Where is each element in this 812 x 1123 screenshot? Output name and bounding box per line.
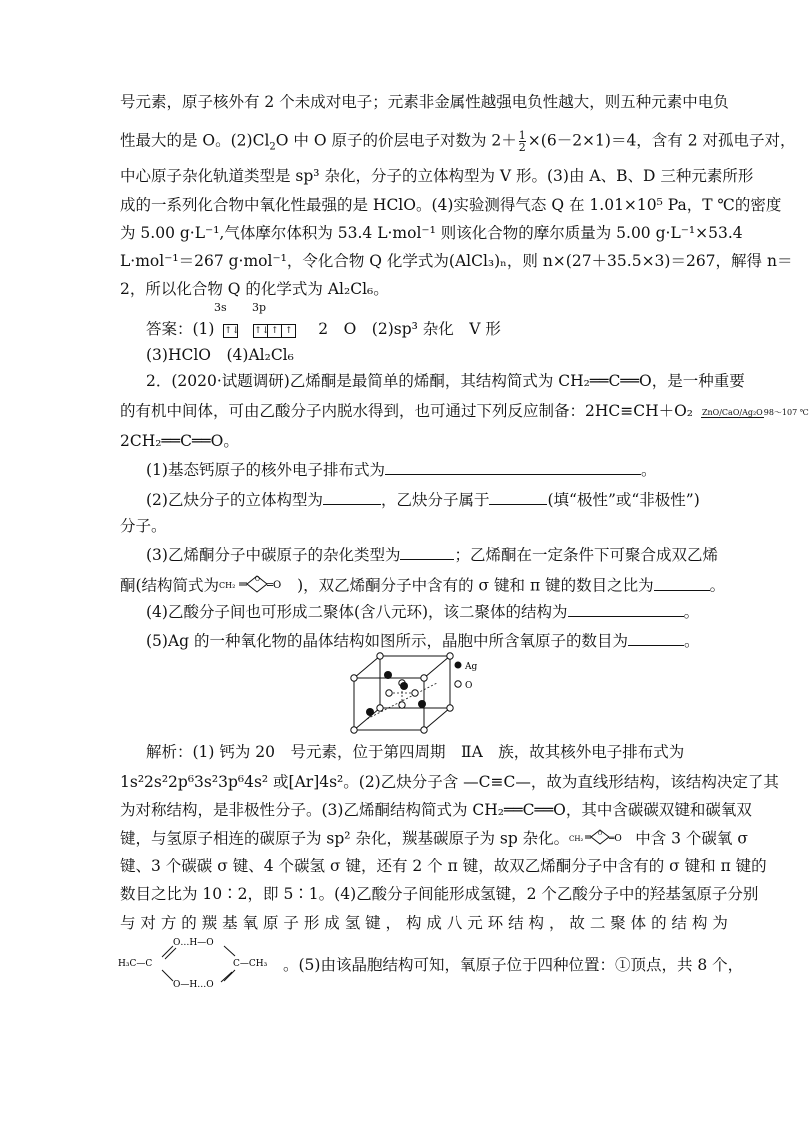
oxygen-atom — [377, 653, 383, 659]
answer1-label: 答案：(1) — [146, 320, 215, 338]
answer-blank[interactable] — [400, 545, 454, 560]
q2-sub1-text: (1)基态钙原子的核外电子排布式为 — [146, 461, 385, 479]
q2-sub4-text: (4)乙酸分子间也可形成二聚体(含八元环)，该二聚体的结构为 — [146, 603, 568, 621]
q2-line3: 2CH₂══C══O。 — [120, 432, 239, 450]
oxygen-atom — [412, 690, 418, 696]
q2-sub5-text: (5)Ag 的一种氧化物的晶体结构如图所示，晶胞中所含氧原子的数目为 — [146, 632, 629, 650]
diketene-structure-icon — [569, 827, 635, 852]
oxygen-atom — [399, 702, 405, 708]
analysis1-line4: 成的一系列化合物中氧化性最强的是 HClO。(4)实验测得气态 Q 在 1.01×10⁵ Pa，T ℃的密度 — [120, 196, 782, 214]
analysis2-line7: 与 对 方 的 羰 基 氧 原 子 形 成 氢 键 ， 构 成 八 元 环 结 构 ， 故 二 聚 体 的 结 构 为 — [120, 914, 728, 932]
orbital-label-3s: 3s — [214, 301, 227, 314]
orbital-diagram — [223, 320, 295, 340]
answer-blank[interactable] — [385, 460, 641, 475]
oxygen-atom — [421, 727, 427, 733]
q2-sub5-end: 。 — [684, 632, 700, 650]
oxygen-atom — [377, 705, 383, 711]
q2-sub2 — [146, 490, 700, 510]
analysis1-line1: 号元素，原子核外有 2 个未成对电子；元素非金属性越强电负性越大，则五种元素中电负 — [120, 93, 729, 111]
analysis1-line3: 中心原子杂化轨道类型是 sp³ 杂化，分子的立体构型为 V 形。(3)由 A、B、D 三种元素所形 — [120, 167, 754, 185]
q2-sub3-e: 。 — [709, 576, 726, 595]
analysis1-line7: 2，所以化合物 Q 的化学式为 Al₂Cl₆。 — [120, 280, 389, 298]
answer-blank[interactable] — [323, 490, 381, 505]
ketene-o: ═O — [267, 580, 282, 591]
oxygen-atom — [386, 690, 392, 696]
q2-sub3-c: 酮(结构简式为 — [120, 576, 220, 595]
q2-sub4-end: 。 — [683, 603, 700, 621]
oxygen-atom — [447, 653, 453, 659]
q2-line2a: 的有机中间体，可由乙酸分子内脱水得到，也可通过下列反应制备：2HC≡CH＋O₂ — [120, 402, 694, 420]
q2-sub3 — [146, 545, 718, 565]
analysis1-line2a: 性最大的是 O。(2)Cl — [120, 131, 270, 150]
answer-blank[interactable] — [568, 602, 684, 617]
answer1-line1 — [146, 319, 501, 340]
analysis1-line2b: O 中 O 原子的价层电子对数为 2＋ — [275, 131, 517, 150]
oxygen-atom — [421, 675, 427, 681]
cube-front-face — [354, 678, 424, 730]
q2-sub2-a: (2)乙炔分子的立体构型为 — [146, 491, 323, 509]
analysis2-line8: 。(5)由该晶胞结构可知，氧原子位于四种位置：①顶点，共 8 个， — [283, 956, 744, 974]
oxygen-atom — [351, 675, 357, 681]
q2-sub2-c: (填“极性”或“非极性”) — [547, 491, 700, 509]
legend-o-icon — [455, 681, 461, 687]
analysis2-line4a: 键，与氢原子相连的碳原子为 sp² 杂化，羰基碳原子为 sp 杂化。 — [120, 829, 570, 848]
q2-sub1 — [146, 460, 656, 480]
analysis1-line6: L·mol⁻¹＝267 g·mol⁻¹，令化合物 Q 化学式为(AlCl₃)ₙ，则 n×(27＋35.5×3)＝267，解得 n＝ — [120, 252, 793, 270]
acetic-acid-dimer-structure — [118, 935, 280, 995]
legend-ag-label: Ag — [465, 662, 478, 672]
oxygen-atom — [351, 727, 357, 733]
q2-sub3-a: (3)乙烯酮分子中碳原子的杂化类型为 — [146, 546, 401, 564]
analysis2-line3: 为对称结构，是非极性分子。(3)乙烯酮结构简式为 CH₂══C══O，其中含碳碳双键和碳氧双 — [120, 801, 752, 819]
q2-sub5 — [146, 631, 700, 651]
orbital-label-3p: 3p — [252, 301, 267, 314]
orbital-box-icon: ↑↓ — [254, 326, 270, 336]
svg-text:═O: ═O — [609, 834, 622, 844]
ketene-ch2: CH₂ — [219, 581, 236, 590]
fraction-half: $\frac{1}{2}$ — [518, 129, 526, 154]
analysis1-line2c: ×(6－2×1)＝4，含有 2 对孤电子对， — [527, 131, 796, 150]
analysis2-line6: 数目之比为 10∶2，即 5∶1。(4)乙酸分子间能形成氢键，2 个乙酸分子中的羟基氢原子分别 — [120, 885, 759, 903]
answer1-rest: 2 O (2)sp³ 杂化 V 形 — [318, 320, 501, 338]
silver-atom — [366, 708, 374, 716]
reaction-condition — [701, 408, 809, 417]
dimer-right: C—CH₃ — [233, 959, 268, 969]
orbital-box-icon: ↑ — [281, 324, 296, 338]
analysis2-line4b: 中含 3 个碳氧 σ — [635, 829, 748, 848]
answer-blank[interactable] — [489, 490, 547, 505]
dimer-bottom: O—H…O — [173, 980, 214, 990]
silver-atom — [400, 682, 408, 690]
analysis1-line5: 为 5.00 g·L⁻¹,气体摩尔体积为 53.4 L·mol⁻¹ 则该化合物的摩尔质量为 5.00 g·L⁻¹×53.4 — [120, 224, 743, 242]
q2-sub2-d: 分子。 — [120, 517, 167, 535]
q2-sub3-line2 — [120, 573, 725, 600]
svg-text:CH₂: CH₂ — [569, 835, 584, 843]
analysis1-line2: 性最大的是 O。$(2)Cl_2O$ 中 O 原子的价层电子对数为 2＋ $\frac{1}{2}$ ×(6－2×1)＝4，含有 2 对孤电子对， — [120, 129, 796, 154]
dimer-top: O…H—O — [173, 938, 214, 948]
analysis2-line1: 解析：(1) 钙为 20 号元素，位于第四周期 ⅡA 族，故其核外电子排布式为 — [146, 743, 685, 761]
svg-text:O: O — [255, 576, 260, 583]
q2-sub2-b: ，乙炔分子属于 — [380, 491, 490, 509]
answer-blank[interactable] — [654, 576, 710, 591]
crystal-cell-figure — [340, 650, 490, 734]
silver-atom — [418, 700, 426, 708]
answer-blank[interactable] — [628, 631, 684, 646]
answer1-line2: (3)HClO (4)Al₂Cl₆ — [146, 346, 294, 364]
dimer-left: H₃C—C — [118, 959, 153, 969]
orbital-box-icon: ↑ — [267, 324, 282, 338]
q2-sub1-end: 。 — [640, 461, 657, 479]
analysis2-line2: 1s²2s²2p⁶3s²3p⁶4s² 或[Ar]4s²。(2)乙炔分子含 —C≡C—，故为直线形结构，该结构决定了其 — [120, 773, 779, 791]
diketene-structure-icon — [219, 573, 297, 600]
cube-back-face — [380, 656, 450, 708]
q2-sub4 — [146, 602, 699, 622]
condition-catalyst: ZnO/CaO/Ag₂O — [701, 407, 763, 417]
q2-sub3-d: )，双乙烯酮分子中含有的 σ 键和 π 键的数目之比为 — [297, 576, 654, 595]
q2-line1: 2．(2020·试题调研)乙烯酮是最简单的烯酮，其结构简式为 CH₂══C══O，是一种重要 — [146, 372, 745, 390]
silver-atom — [384, 671, 392, 679]
oxygen-atom — [447, 705, 453, 711]
svg-text:O: O — [598, 831, 603, 837]
legend-o-label: O — [465, 681, 473, 691]
analysis2-line5: 键、3 个碳碳 σ 键、4 个碳氢 σ 键，还有 2 个 π 键，故双乙烯酮分子中含有的 σ 键和 π 键的 — [120, 857, 767, 875]
q2-sub3-b: ；乙烯酮在一定条件下可聚合成双乙烯 — [454, 546, 718, 564]
legend-ag-icon — [455, 662, 462, 669]
orbital-box-icon: ↑↓ — [224, 326, 240, 336]
q2-line2 — [120, 401, 812, 421]
condition-temperature: 98～107 ℃ — [763, 407, 809, 417]
analysis2-line4 — [120, 827, 748, 852]
